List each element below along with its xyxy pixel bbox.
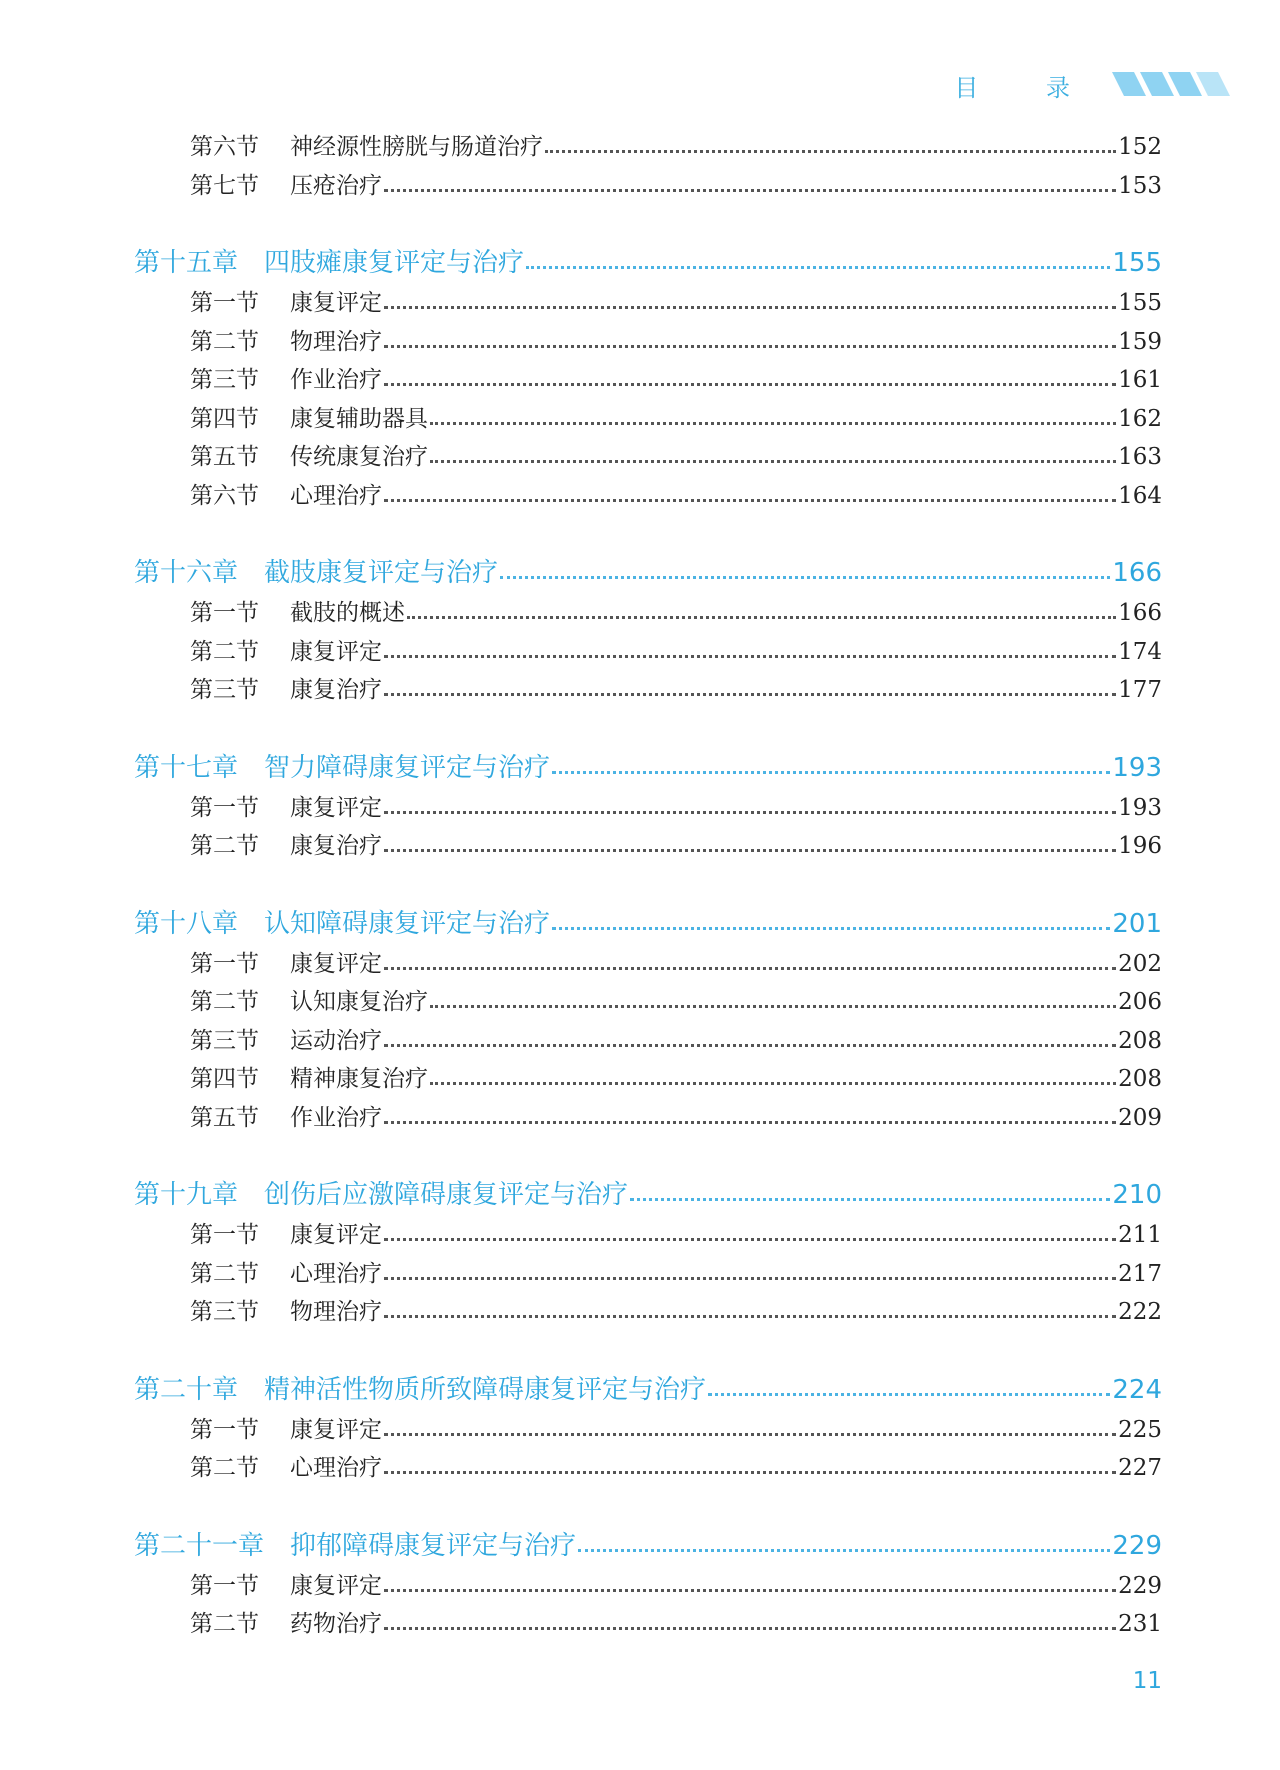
toc-section-row[interactable]	[134, 284, 1162, 323]
section-title: 康复评定	[290, 1416, 382, 1443]
dot-leader	[384, 1432, 1116, 1436]
section-title: 心理治疗	[290, 1455, 382, 1481]
page-ref: 225	[1118, 1416, 1162, 1443]
page-ref: 208	[1118, 1027, 1162, 1054]
section-number: 第一节	[190, 1572, 259, 1599]
toc-section-row[interactable]	[134, 1099, 1162, 1138]
dot-leader	[384, 810, 1116, 814]
dot-leader	[384, 344, 1116, 348]
section-title: 物理治疗	[290, 328, 382, 355]
toc-chapter-row[interactable]	[134, 903, 1162, 945]
chapter-number: 第十七章	[134, 752, 239, 783]
toc-section-row[interactable]	[134, 1060, 1162, 1099]
toc-section-row[interactable]	[134, 633, 1162, 672]
toc-chapter-row[interactable]	[134, 242, 1162, 284]
header-stripes-decoration	[1112, 72, 1242, 96]
chapter-title: 抑郁障碍康复评定与治疗	[290, 1530, 577, 1561]
dot-leader	[526, 265, 1110, 269]
page-ref: 196	[1118, 833, 1162, 859]
section-number: 第六节	[190, 134, 259, 160]
dot-leader	[384, 188, 1116, 192]
dot-leader	[407, 615, 1116, 619]
section-title: 康复治疗	[290, 833, 382, 859]
page-ref: 152	[1118, 134, 1162, 160]
section-title: 认知康复治疗	[290, 989, 428, 1015]
toc-section-row[interactable]	[134, 1022, 1162, 1061]
dot-leader	[630, 1197, 1110, 1201]
section-title: 康复评定	[290, 794, 382, 821]
chapter-number: 第十五章	[134, 248, 239, 278]
section-title: 压疮治疗	[290, 172, 382, 199]
page-ref: 159	[1118, 328, 1162, 355]
page-ref: 155	[1118, 290, 1162, 316]
toc-section-row[interactable]	[134, 477, 1162, 516]
section-title: 作业治疗	[290, 367, 382, 393]
dot-leader	[430, 421, 1116, 425]
toc-section-row[interactable]	[134, 1411, 1162, 1450]
toc-chapter-row[interactable]	[134, 1174, 1162, 1216]
toc-chapter-row[interactable]	[134, 1369, 1162, 1411]
dot-leader	[545, 149, 1116, 153]
toc-section-row[interactable]	[134, 1567, 1162, 1606]
page-ref: 161	[1118, 367, 1162, 393]
chapter-title: 智力障碍康复评定与治疗	[264, 752, 551, 783]
dot-leader	[578, 1548, 1110, 1552]
toc-section-row[interactable]	[134, 167, 1162, 206]
page-ref: 210	[1112, 1180, 1162, 1210]
page-ref: 166	[1118, 600, 1162, 626]
section-number: 第二节	[190, 833, 259, 859]
page-ref: 162	[1118, 405, 1162, 432]
chapter-title: 创伤后应激障碍康复评定与治疗	[264, 1180, 629, 1210]
section-title: 精神康复治疗	[290, 1066, 428, 1092]
page-ref: 208	[1118, 1066, 1162, 1092]
dot-leader	[384, 966, 1116, 970]
header-title: 目 录	[954, 74, 1100, 102]
dot-leader	[384, 1043, 1116, 1047]
dot-leader	[384, 654, 1116, 658]
section-number: 第二节	[190, 1260, 259, 1287]
toc-section-row[interactable]	[134, 789, 1162, 828]
section-title: 康复评定	[290, 290, 382, 316]
dot-leader	[500, 575, 1110, 579]
dot-leader	[430, 459, 1116, 463]
chapter-number: 第二十章	[134, 1374, 239, 1405]
section-number: 第一节	[190, 794, 259, 821]
section-number: 第三节	[190, 1027, 259, 1054]
section-number: 第三节	[190, 677, 259, 703]
section-title: 传统康复治疗	[290, 444, 428, 470]
page-ref: 202	[1118, 950, 1162, 977]
section-title: 截肢的概述	[290, 600, 405, 626]
dot-leader	[552, 926, 1110, 930]
toc-section-row[interactable]	[134, 671, 1162, 710]
section-number: 第二节	[190, 989, 259, 1015]
section-number: 第一节	[190, 1222, 259, 1248]
dot-leader	[384, 1276, 1116, 1280]
toc-section-row[interactable]	[134, 361, 1162, 400]
toc-section-row[interactable]	[134, 827, 1162, 866]
running-header	[954, 62, 1280, 102]
page-ref: 155	[1112, 248, 1162, 278]
page-ref: 222	[1118, 1299, 1162, 1325]
dot-leader	[384, 498, 1116, 502]
dot-leader	[384, 1470, 1116, 1474]
page-ref: 193	[1118, 794, 1162, 821]
section-number: 第一节	[190, 1416, 259, 1443]
page-ref: 227	[1118, 1455, 1162, 1481]
toc-section-row[interactable]	[134, 400, 1162, 439]
section-title: 康复评定	[290, 1222, 382, 1248]
table-of-contents	[134, 128, 1162, 1644]
toc-chapter-row[interactable]	[134, 747, 1162, 789]
dot-leader	[384, 692, 1116, 696]
section-title: 康复评定	[290, 638, 382, 665]
page-ref: 229	[1118, 1572, 1162, 1599]
chapter-title: 四肢瘫康复评定与治疗	[264, 248, 525, 278]
toc-section-row[interactable]	[134, 983, 1162, 1022]
section-number: 第七节	[190, 172, 259, 199]
section-number: 第三节	[190, 1299, 259, 1325]
section-number: 第五节	[190, 1104, 259, 1131]
section-title: 康复评定	[290, 950, 382, 977]
section-number: 第六节	[190, 482, 259, 509]
dot-leader	[384, 1237, 1116, 1241]
section-title: 神经源性膀胱与肠道治疗	[290, 134, 543, 160]
section-number: 第二节	[190, 638, 259, 665]
section-title: 运动治疗	[290, 1027, 382, 1054]
page-ref: 193	[1112, 752, 1162, 783]
page-ref: 211	[1118, 1222, 1162, 1248]
page-ref: 166	[1112, 558, 1162, 588]
section-title: 心理治疗	[290, 1260, 382, 1287]
toc-section-row[interactable]	[134, 128, 1162, 167]
section-title: 康复治疗	[290, 677, 382, 703]
chapter-number: 第十八章	[134, 908, 239, 939]
chapter-number: 第十九章	[134, 1180, 239, 1210]
page-ref: 231	[1118, 1611, 1162, 1637]
page-ref: 177	[1118, 677, 1162, 703]
section-title: 物理治疗	[290, 1299, 382, 1325]
chapter-title: 认知障碍康复评定与治疗	[264, 908, 551, 939]
dot-leader	[384, 1626, 1116, 1630]
chapter-number: 第二十一章	[134, 1530, 265, 1561]
toc-section-row[interactable]	[134, 1605, 1162, 1644]
section-number: 第一节	[190, 950, 259, 977]
section-number: 第五节	[190, 444, 259, 470]
section-title: 康复评定	[290, 1572, 382, 1599]
toc-section-row[interactable]	[134, 594, 1162, 633]
page-ref: 217	[1118, 1260, 1162, 1287]
section-number: 第二节	[190, 1611, 259, 1637]
dot-leader	[384, 848, 1116, 852]
section-title: 康复辅助器具	[290, 405, 428, 432]
toc-section-row[interactable]	[134, 438, 1162, 477]
chapter-title: 精神活性物质所致障碍康复评定与治疗	[264, 1374, 707, 1405]
page-ref: 153	[1118, 172, 1162, 199]
dot-leader	[384, 305, 1116, 309]
toc-section-row[interactable]	[134, 1449, 1162, 1488]
toc-section-row[interactable]	[134, 1216, 1162, 1255]
section-number: 第三节	[190, 367, 259, 393]
section-title: 药物治疗	[290, 1611, 382, 1637]
dot-leader	[384, 1314, 1116, 1318]
dot-leader	[384, 1588, 1116, 1592]
section-number: 第四节	[190, 405, 259, 432]
toc-chapter-row[interactable]	[134, 1525, 1162, 1567]
page-ref: 209	[1118, 1104, 1162, 1131]
section-number: 第二节	[190, 328, 259, 355]
dot-leader	[384, 382, 1116, 386]
page-ref: 229	[1112, 1530, 1162, 1561]
toc-section-row[interactable]	[134, 1293, 1162, 1332]
page-ref: 201	[1112, 908, 1162, 939]
dot-leader	[430, 1081, 1116, 1085]
section-number: 第四节	[190, 1066, 259, 1092]
chapter-number: 第十六章	[134, 558, 239, 588]
toc-section-row[interactable]	[134, 1255, 1162, 1294]
section-number: 第一节	[190, 600, 259, 626]
page-ref: 224	[1112, 1374, 1162, 1405]
page-ref: 163	[1118, 444, 1162, 470]
dot-leader	[708, 1392, 1110, 1396]
page-ref: 206	[1118, 989, 1162, 1015]
toc-section-row[interactable]	[134, 945, 1162, 984]
dot-leader	[384, 1120, 1116, 1124]
page-number: 11	[1132, 1668, 1162, 1694]
section-title: 作业治疗	[290, 1104, 382, 1131]
section-number: 第一节	[190, 290, 259, 316]
dot-leader	[430, 1004, 1116, 1008]
toc-chapter-row[interactable]	[134, 552, 1162, 594]
page-ref: 164	[1118, 482, 1162, 509]
dot-leader	[552, 770, 1110, 774]
section-title: 心理治疗	[290, 482, 382, 509]
section-number: 第二节	[190, 1455, 259, 1481]
page-ref: 174	[1118, 638, 1162, 665]
toc-section-row[interactable]	[134, 323, 1162, 362]
chapter-title: 截肢康复评定与治疗	[264, 558, 499, 588]
